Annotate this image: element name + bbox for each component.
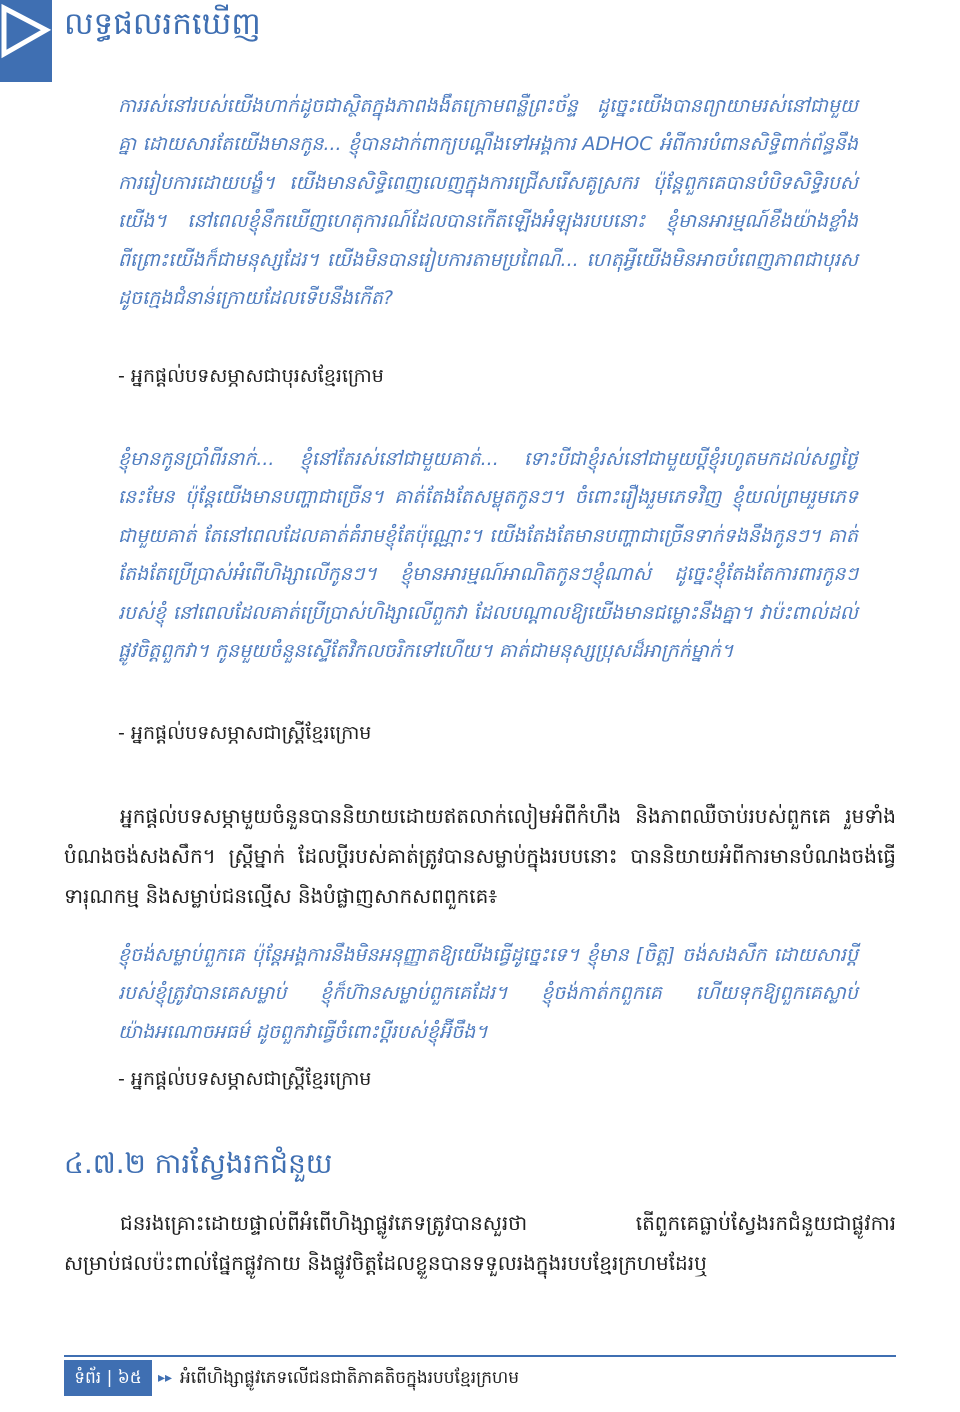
quote-attribution-2: - អ្នកផ្ដល់បទសម្ភាសជាស្ត្រីខ្មែរក្រោម bbox=[118, 722, 372, 744]
play-arrow-icon bbox=[0, 0, 52, 82]
interview-quote-1: ការរស់នៅរបស់យើងហាក់ដូចជាស្ថិតក្នុងភាពងងឹតក្រោមពន្លឺព្រះច័ន្ទ ដូច្នេះយើងបានព្យាយាមរស់នៅជាមួយគ្នា ដោយសារតែយើងមានកូន... ខ្ញុំបានដាក់ពាក្យបណ្ដឹងទៅអង្គការ ADHOC អំពីការបំពានសិទ្ធិពាក់ព័ន្ធនឹងការរៀបការដោយបង្ខំ។ យើងមានសិទ្ធិពេញលេញក្នុងការជ្រើសរើសគូស្រករ ប៉ុន្តែពួកគេបានបំបិទសិទ្ធិរបស់យើង។ នៅពេលខ្ញុំនឹកឃើញហេតុការណ៍ដែលបានកើតឡើងអំឡុងរបបនោះ ខ្ញុំមានអារម្មណ៍ខឹងយ៉ាងខ្លាំង ពីព្រោះយើងក៏ជាមនុស្សដែរ។ យើងមិនបានរៀបការតាមប្រពៃណី... ហេតុអ្វីយើងមិនអាចបំពេញភាពជាបុរសដូចក្មេងជំនាន់ក្រោយដែលទើបនឹងកើត? bbox=[118, 95, 858, 310]
page-number-badge: ទំព័រ | ៦៥ bbox=[64, 1360, 152, 1396]
body-paragraph-1: អ្នកផ្ដល់បទសម្ភាមួយចំនួនបាននិយាយដោយឥតលាក់លៀមអំពីកំហឹង និងភាពឈឺចាប់របស់ពួកគេ រួមទាំងបំណងចង់សងសឹក។ ស្ត្រីម្នាក់ ដែលប្ដីរបស់គាត់ត្រូវបានសម្លាប់ក្នុងរបបនោះ បាននិយាយអំពីការមានបំណងចង់ធ្វើទារុណកម្ម និងសម្លាប់ជនល្មើស និងបំផ្លាញសាកសពពួកគេ៖ bbox=[64, 804, 896, 908]
section-heading: ៤.៧.២ ការស្វែងរកជំនួយ bbox=[64, 1147, 333, 1180]
interview-quote-3: ខ្ញុំចង់សម្លាប់ពួកគេ ប៉ុន្តែអង្គការនឹងមិនអនុញ្ញាតឱ្យយើងធ្វើដូច្នេះទេ។ ខ្ញុំមាន [ចិត្ត] ចង់សងសឹក ដោយសារប្ដីរបស់ខ្ញុំត្រូវបានគេសម្លាប់ ខ្ញុំក៏ហ៊ានសម្លាប់ពួកគេដែរ។ ខ្ញុំចង់កាត់កពួកគេ ហើយទុកឱ្យពួកគេស្លាប់យ៉ាងអណោចអធម៌ ដូចពួកវាធ្វើចំពោះប្ដីរបស់ខ្ញុំអ៊ីចឹង។ bbox=[118, 944, 858, 1043]
quote-attribution-1: - អ្នកផ្ដល់បទសម្ភាសជាបុរសខ្មែរក្រោម bbox=[118, 365, 384, 387]
page-header-title: លទ្ធផលរកឃើញ bbox=[64, 6, 261, 42]
quote-attribution-3: - អ្នកផ្ដល់បទសម្ភាសជាស្ត្រីខ្មែរក្រោម bbox=[118, 1068, 372, 1090]
footer-divider bbox=[64, 1355, 896, 1357]
body-paragraph-2: ជនរងគ្រោះដោយផ្ទាល់ពីអំពើហិង្សាផ្លូវភេទត្រូវបានសួរថា តើពួកគេធ្លាប់ស្វែងរកជំនួយជាផ្លូវការសម្រាប់ផលប៉ះពាល់ផ្នែកផ្លូវកាយ និងផ្លូវចិត្តដែលខ្លួនបានទទួលរងក្នុងរបបខ្មែរក្រហមដែរឬ bbox=[64, 1211, 896, 1275]
double-arrow-icon: ▸▸ bbox=[158, 1370, 173, 1386]
interview-quote-2: ខ្ញុំមានកូនប្រាំពីរនាក់... ខ្ញុំនៅតែរស់នៅជាមួយគាត់... ទោះបីជាខ្ញុំរស់នៅជាមួយប្ដីខ្ញុំរហូតមកដល់សព្វថ្ងៃនេះមែន ប៉ុន្តែយើងមានបញ្ហាជាច្រើន។ គាត់តែងតែសម្លុតកូនៗ។ ចំពោះរឿងរួមភេទវិញ ខ្ញុំយល់ព្រមរួមភេទជាមួយគាត់ តែនៅពេលដែលគាត់គំរាមខ្ញុំតែប៉ុណ្ណោះ។ យើងតែងតែមានបញ្ហាជាច្រើនទាក់ទងនឹងកូនៗ។ គាត់តែងតែប្រើប្រាស់អំពើហិង្សាលើកូនៗ។ ខ្ញុំមានអារម្មណ៍អាណិតកូនៗខ្ញុំណាស់ ដូច្នេះខ្ញុំតែងតែការពារកូនៗរបស់ខ្ញុំ នៅពេលដែលគាត់ប្រើប្រាស់ហិង្សាលើពួកវា ដែលបណ្ដាលឱ្យយើងមានជម្លោះនឹងគ្នា។ វាប៉ះពាល់ដល់ផ្លូវចិត្តពួកវា។ កូនមួយចំនួនស្ទើតែវិកលចរិកទៅហើយ។ គាត់ជាមនុស្សប្រុសដ៏អាក្រក់ម្នាក់។ bbox=[118, 448, 858, 663]
running-title: អំពើហិង្សាផ្លូវភេទលើជនជាតិភាគតិចក្នុងរបបខ្មែរក្រហម bbox=[180, 1368, 520, 1388]
header-tab bbox=[0, 0, 52, 82]
